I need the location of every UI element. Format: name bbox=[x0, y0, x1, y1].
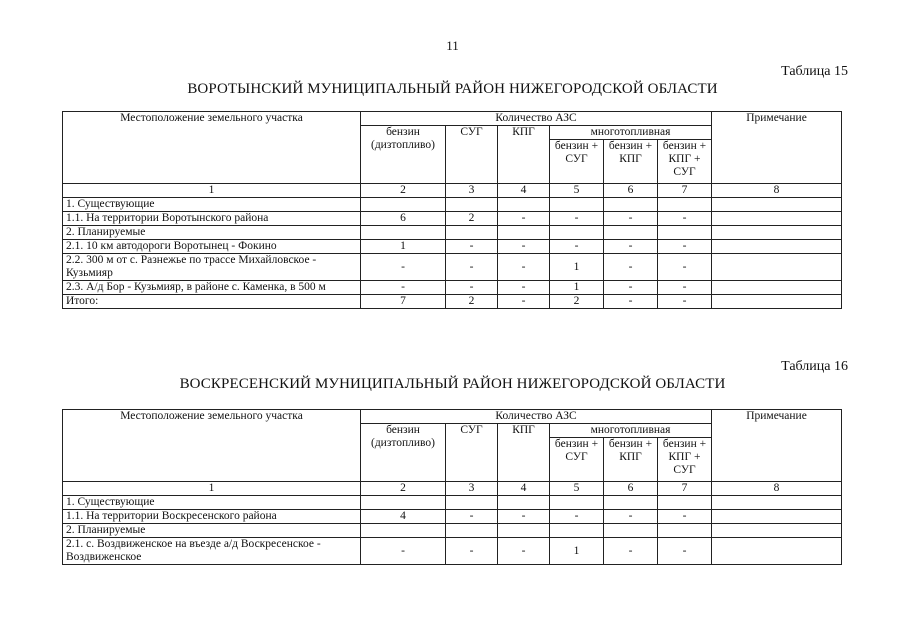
row-value bbox=[498, 198, 550, 212]
header-location: Местоположение земельного участка bbox=[63, 112, 361, 184]
row-value: - bbox=[361, 281, 446, 295]
row-value: - bbox=[604, 212, 658, 226]
row-location: 2. Планируемые bbox=[63, 524, 361, 538]
column-number: 6 bbox=[604, 482, 658, 496]
column-number: 7 bbox=[658, 184, 712, 198]
row-note bbox=[712, 524, 842, 538]
row-value bbox=[658, 524, 712, 538]
header-petrol-cng-lpg: бензин + КПГ + СУГ bbox=[658, 140, 712, 184]
row-value: - bbox=[604, 510, 658, 524]
row-value: - bbox=[498, 212, 550, 226]
row-note bbox=[712, 226, 842, 240]
row-location: 2.1. с. Воздвиженское на въезде а/д Воскресенское - Воздвиженское bbox=[63, 538, 361, 565]
row-value bbox=[658, 496, 712, 510]
row-value bbox=[446, 496, 498, 510]
row-location: 2.3. А/д Бор - Кузьмияр, в районе с. Каменка, в 500 м bbox=[63, 281, 361, 295]
row-value: 1 bbox=[550, 254, 604, 281]
row-value bbox=[361, 226, 446, 240]
row-value: - bbox=[446, 281, 498, 295]
row-value: 6 bbox=[361, 212, 446, 226]
row-value bbox=[550, 496, 604, 510]
row-value: - bbox=[446, 240, 498, 254]
row-value bbox=[498, 496, 550, 510]
row-note bbox=[712, 496, 842, 510]
column-number: 7 bbox=[658, 482, 712, 496]
table-row bbox=[63, 524, 842, 538]
column-numbers-row bbox=[63, 184, 842, 198]
row-value: - bbox=[658, 281, 712, 295]
column-number: 3 bbox=[446, 482, 498, 496]
row-value: - bbox=[498, 281, 550, 295]
row-note bbox=[712, 281, 842, 295]
table-row bbox=[63, 281, 842, 295]
table-row bbox=[63, 240, 842, 254]
header-multi: многотопливная bbox=[550, 126, 712, 140]
row-value: 7 bbox=[361, 295, 446, 309]
row-value bbox=[446, 198, 498, 212]
row-value bbox=[446, 524, 498, 538]
column-number: 6 bbox=[604, 184, 658, 198]
row-location: 1.1. На территории Воскресенского района bbox=[63, 510, 361, 524]
column-number: 8 bbox=[712, 184, 842, 198]
header-petrol-cng: бензин + КПГ bbox=[604, 140, 658, 184]
row-value: - bbox=[498, 538, 550, 565]
column-numbers-row bbox=[63, 482, 842, 496]
column-number: 1 bbox=[63, 482, 361, 496]
row-value bbox=[604, 524, 658, 538]
table-15 bbox=[62, 111, 842, 309]
column-number: 5 bbox=[550, 184, 604, 198]
row-value: - bbox=[446, 538, 498, 565]
row-note bbox=[712, 198, 842, 212]
table-row bbox=[63, 510, 842, 524]
column-number: 2 bbox=[361, 482, 446, 496]
row-value: - bbox=[550, 240, 604, 254]
row-value: 1 bbox=[550, 538, 604, 565]
row-value bbox=[604, 226, 658, 240]
row-note bbox=[712, 538, 842, 565]
header-petrol-cng: бензин + КПГ bbox=[604, 438, 658, 482]
table-16 bbox=[62, 409, 842, 565]
row-value: 4 bbox=[361, 510, 446, 524]
row-value: - bbox=[550, 510, 604, 524]
column-number: 4 bbox=[498, 184, 550, 198]
table-row bbox=[63, 496, 842, 510]
row-location: 1.1. На территории Воротынского района bbox=[63, 212, 361, 226]
row-value: - bbox=[446, 510, 498, 524]
row-value: - bbox=[498, 254, 550, 281]
row-value: - bbox=[658, 510, 712, 524]
row-location: 1. Существующие bbox=[63, 496, 361, 510]
row-value: 1 bbox=[550, 281, 604, 295]
row-value bbox=[498, 226, 550, 240]
header-lpg: СУГ bbox=[446, 126, 498, 184]
row-value: - bbox=[604, 240, 658, 254]
row-location: 1. Существующие bbox=[63, 198, 361, 212]
header-petrol: бензин (дизтопливо) bbox=[361, 424, 446, 482]
table-15-title: ВОРОТЫНСКИЙ МУНИЦИПАЛЬНЫЙ РАЙОН НИЖЕГОРОДСКОЙ ОБЛАСТИ bbox=[187, 81, 718, 97]
header-count: Количество АЗС bbox=[361, 112, 712, 126]
table-16-title: ВОСКРЕСЕНСКИЙ МУНИЦИПАЛЬНЫЙ РАЙОН НИЖЕГОРОДСКОЙ ОБЛАСТИ bbox=[179, 376, 726, 392]
header-lpg: СУГ bbox=[446, 424, 498, 482]
row-location: Итого: bbox=[63, 295, 361, 309]
header-location: Местоположение земельного участка bbox=[63, 410, 361, 482]
row-value: - bbox=[604, 254, 658, 281]
header-cng: КПГ bbox=[498, 126, 550, 184]
column-number: 4 bbox=[498, 482, 550, 496]
table-row bbox=[63, 226, 842, 240]
row-value: - bbox=[498, 510, 550, 524]
header-note: Примечание bbox=[712, 112, 842, 184]
row-value bbox=[361, 198, 446, 212]
row-note bbox=[712, 295, 842, 309]
row-value bbox=[361, 524, 446, 538]
row-value: - bbox=[604, 295, 658, 309]
row-value: - bbox=[658, 240, 712, 254]
header-petrol-lpg: бензин + СУГ bbox=[550, 140, 604, 184]
column-number: 1 bbox=[63, 184, 361, 198]
row-value bbox=[604, 198, 658, 212]
table-15-label: Таблица 15 bbox=[781, 64, 848, 79]
row-value: - bbox=[498, 240, 550, 254]
page-number: 11 bbox=[446, 38, 459, 53]
row-value: - bbox=[658, 212, 712, 226]
row-value: - bbox=[498, 295, 550, 309]
row-note bbox=[712, 510, 842, 524]
table-row bbox=[63, 254, 842, 281]
row-value: - bbox=[361, 254, 446, 281]
row-value: - bbox=[446, 254, 498, 281]
header-petrol-cng-lpg: бензин + КПГ + СУГ bbox=[658, 438, 712, 482]
row-note bbox=[712, 240, 842, 254]
column-number: 3 bbox=[446, 184, 498, 198]
row-value: 2 bbox=[550, 295, 604, 309]
header-count: Количество АЗС bbox=[361, 410, 712, 424]
row-value: 1 bbox=[361, 240, 446, 254]
row-value bbox=[498, 524, 550, 538]
table-row bbox=[63, 198, 842, 212]
row-value bbox=[658, 198, 712, 212]
row-value bbox=[604, 496, 658, 510]
row-value bbox=[658, 226, 712, 240]
row-value bbox=[550, 198, 604, 212]
column-number: 2 bbox=[361, 184, 446, 198]
row-value: - bbox=[658, 538, 712, 565]
row-value: - bbox=[604, 281, 658, 295]
row-value: 2 bbox=[446, 295, 498, 309]
table-row bbox=[63, 295, 842, 309]
row-value bbox=[550, 226, 604, 240]
header-petrol: бензин (дизтопливо) bbox=[361, 126, 446, 184]
row-value: - bbox=[550, 212, 604, 226]
row-value bbox=[361, 496, 446, 510]
row-value: 2 bbox=[446, 212, 498, 226]
header-multi: многотопливная bbox=[550, 424, 712, 438]
row-location: 2.1. 10 км автодороги Воротынец - Фокино bbox=[63, 240, 361, 254]
column-number: 5 bbox=[550, 482, 604, 496]
row-value: - bbox=[604, 538, 658, 565]
row-value bbox=[446, 226, 498, 240]
row-value: - bbox=[658, 295, 712, 309]
table-row bbox=[63, 538, 842, 565]
row-note bbox=[712, 254, 842, 281]
row-value: - bbox=[361, 538, 446, 565]
row-value: - bbox=[658, 254, 712, 281]
table-row bbox=[63, 212, 842, 226]
table-16-label: Таблица 16 bbox=[781, 359, 848, 374]
header-cng: КПГ bbox=[498, 424, 550, 482]
row-value bbox=[550, 524, 604, 538]
row-location: 2. Планируемые bbox=[63, 226, 361, 240]
column-number: 8 bbox=[712, 482, 842, 496]
row-note bbox=[712, 212, 842, 226]
header-petrol-lpg: бензин + СУГ bbox=[550, 438, 604, 482]
row-location: 2.2. 300 м от с. Разнежье по трассе Михайловское - Кузьмияр bbox=[63, 254, 361, 281]
header-note: Примечание bbox=[712, 410, 842, 482]
